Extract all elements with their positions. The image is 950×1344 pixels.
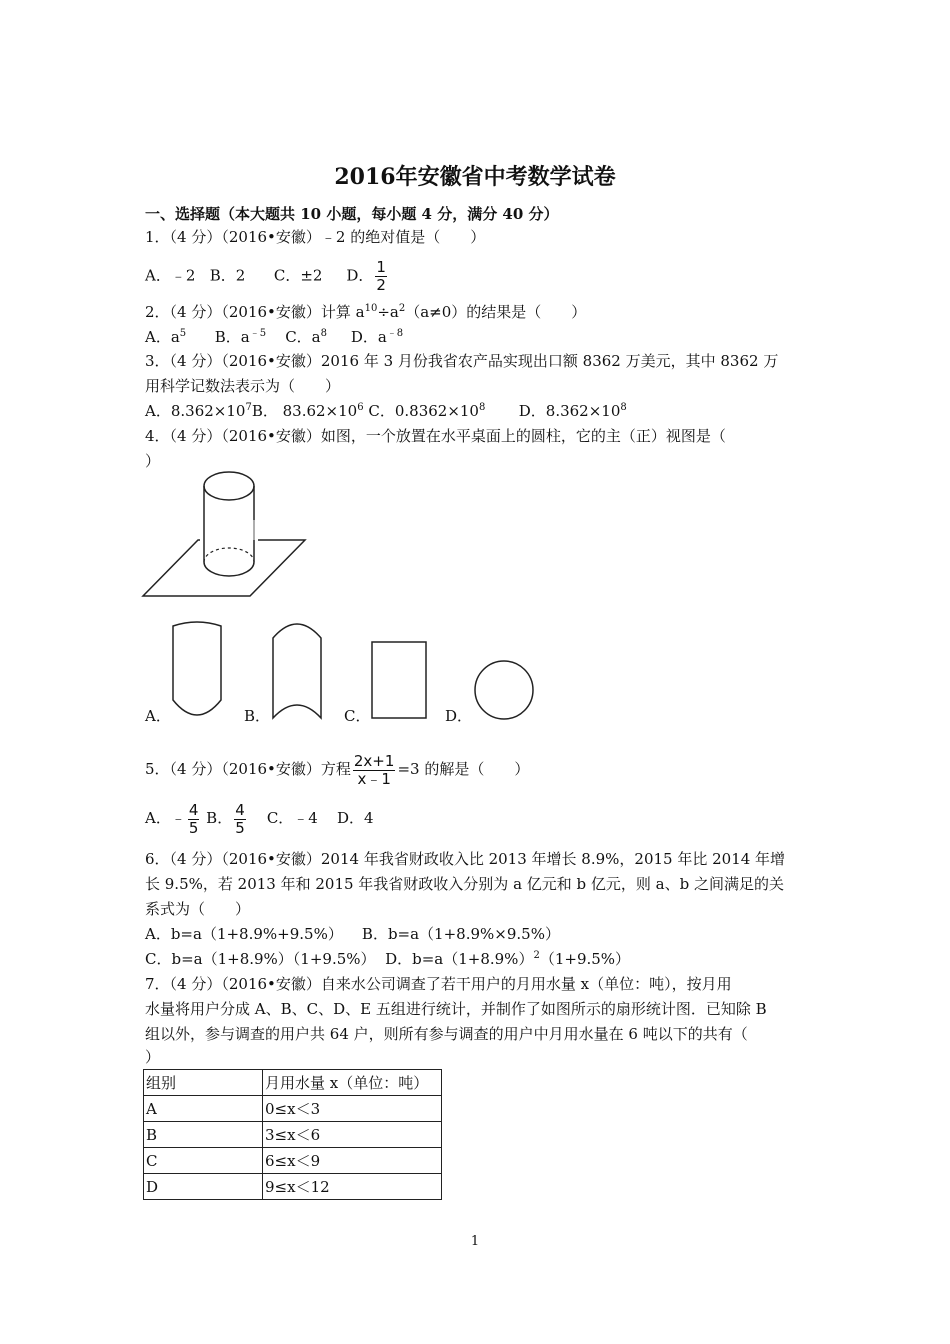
table-row	[144, 1096, 442, 1122]
option-a: A．$a^5$	[145, 328, 187, 346]
equation-fraction: $\frac{2x+1}{x﹣1}$	[353, 751, 395, 788]
cylinder-on-table-figure	[140, 470, 310, 600]
option-b-shape	[268, 622, 326, 726]
cylinder-top	[204, 472, 254, 500]
question-1-options	[145, 259, 389, 294]
header-cell: 组别	[144, 1070, 263, 1096]
question-2-stem: 2．（4 分）（2016•安徽）计算 $a^{10}\div a^2(a\ne 0)$的结果是（ ）	[145, 303, 587, 321]
table-header-row	[144, 1070, 442, 1096]
option-c-shape	[370, 640, 430, 722]
option-a: A．$8.362\times 10^7$	[145, 402, 252, 420]
question-5-stem: 5．（4 分）（2016•安徽）方程 $\frac{2x+1}{x﹣1}$ =3 的解是（ ）	[145, 751, 530, 788]
option-b: B． $\frac{4}{5}$	[206, 800, 245, 837]
option-b: B．b=a（1+8.9%×9.5%）	[361, 925, 560, 943]
option-d: D．$b=a(1+8.9\%)^2(1+9.5\%)$	[385, 950, 631, 968]
table-cell: 9≤x＜12	[263, 1174, 442, 1200]
option-a: A．﹣ $\frac{4}{5}$	[145, 800, 199, 837]
question-6-line2: 长 9.5%，若 2013 年和 2015 年我省财政收入分别为 a 亿元和 b 亿元，则 a、b 之间满足的关	[145, 875, 784, 893]
option-a: A．b=a（1+8.9%+9.5%）	[145, 925, 343, 943]
option-c-label: C．	[344, 707, 371, 725]
option-b: B． $83.62\times 10^6$	[251, 402, 364, 420]
question-5-options	[145, 799, 374, 837]
option-c: C．b=a（1+8.9%）（1+9.5%）	[145, 950, 376, 968]
option-d: D．$a^{﹣8}$	[350, 328, 404, 346]
option-a-shape	[168, 620, 226, 724]
option-b-label: B．	[244, 707, 271, 725]
option-d: D．	[346, 266, 374, 285]
table-cell: D	[144, 1174, 263, 1200]
section-heading: 一、选择题（本大题共 10 小题，每小题 4 分，满分 40 分）	[145, 205, 559, 223]
option-a: A．﹣2	[145, 266, 196, 285]
table-cell: 0≤x＜3	[263, 1096, 442, 1122]
option-d: D．$8.362\times 10^8$	[518, 402, 627, 420]
option-d: D．4	[336, 809, 374, 827]
option-c: C．$0.8362\times 10^8$	[368, 402, 486, 420]
question-6-line3: 系式为（ ）	[145, 900, 251, 918]
table-cell: 6≤x＜9	[263, 1148, 442, 1174]
page-title: 2016年安徽省中考数学试卷	[334, 164, 616, 190]
question-3-line1: 3．（4 分）（2016•安徽）2016 年 3 月份我省农产品实现出口额 8362 万美元，其中 8362 万	[145, 352, 779, 370]
option-d-shape	[472, 658, 536, 722]
table-cell: B	[144, 1122, 263, 1148]
header-cell: 月用水量 x（单位：吨）	[263, 1070, 442, 1096]
question-7-line3: 组以外，参与调查的用户共 64 户，则所有参与调查的用户中月用水量在 6 吨以下的共有（	[145, 1025, 748, 1043]
question-7-line4: ）	[145, 1048, 161, 1066]
option-c: C．±2	[273, 266, 323, 285]
table-cell: A	[144, 1096, 263, 1122]
question-4-line1: 4．（4 分）（2016•安徽）如图，一个放置在水平桌面上的圆柱，它的主（正）视图是（	[145, 427, 726, 445]
fraction: $\frac{1}{2}$	[376, 258, 386, 294]
question-3-options	[145, 401, 627, 421]
option-a-label: A．	[145, 707, 171, 725]
question-3-line2: 用科学记数法表示为（ ）	[145, 377, 341, 395]
question-6-options-ab	[145, 924, 560, 944]
question-2-options	[145, 327, 403, 347]
question-7-line1: 7．（4 分）（2016•安徽）自来水公司调查了若干用户的月用水量 x（单位：吨），按月用	[145, 975, 732, 993]
question-1-stem: 1．（4 分）（2016•安徽）﹣2 的绝对值是（ ）	[145, 228, 486, 246]
water-usage-table	[143, 1069, 442, 1200]
option-c: C．﹣4	[266, 809, 318, 827]
table-cell: C	[144, 1148, 263, 1174]
question-6-line1: 6．（4 分）（2016•安徽）2014 年我省财政收入比 2013 年增长 8.9%，2015 年比 2014 年增	[145, 850, 786, 868]
page-number: 1	[470, 1234, 480, 1249]
option-b: B．$a^{﹣5}$	[214, 328, 267, 346]
table-row	[144, 1122, 442, 1148]
question-6-options-cd	[145, 949, 630, 969]
question-4-line2: ）	[145, 452, 161, 470]
option-b: B．2	[209, 266, 246, 285]
table-cell: 3≤x＜6	[263, 1122, 442, 1148]
question-7-line2: 水量将用户分成 A、B、C、D、E 五组进行统计，并制作了如图所示的扇形统计图．已知除 B	[145, 1000, 767, 1018]
table-row	[144, 1148, 442, 1174]
option-c: C．$a^8$	[285, 328, 327, 346]
table-row	[144, 1174, 442, 1200]
option-d-label: D．	[445, 707, 473, 725]
